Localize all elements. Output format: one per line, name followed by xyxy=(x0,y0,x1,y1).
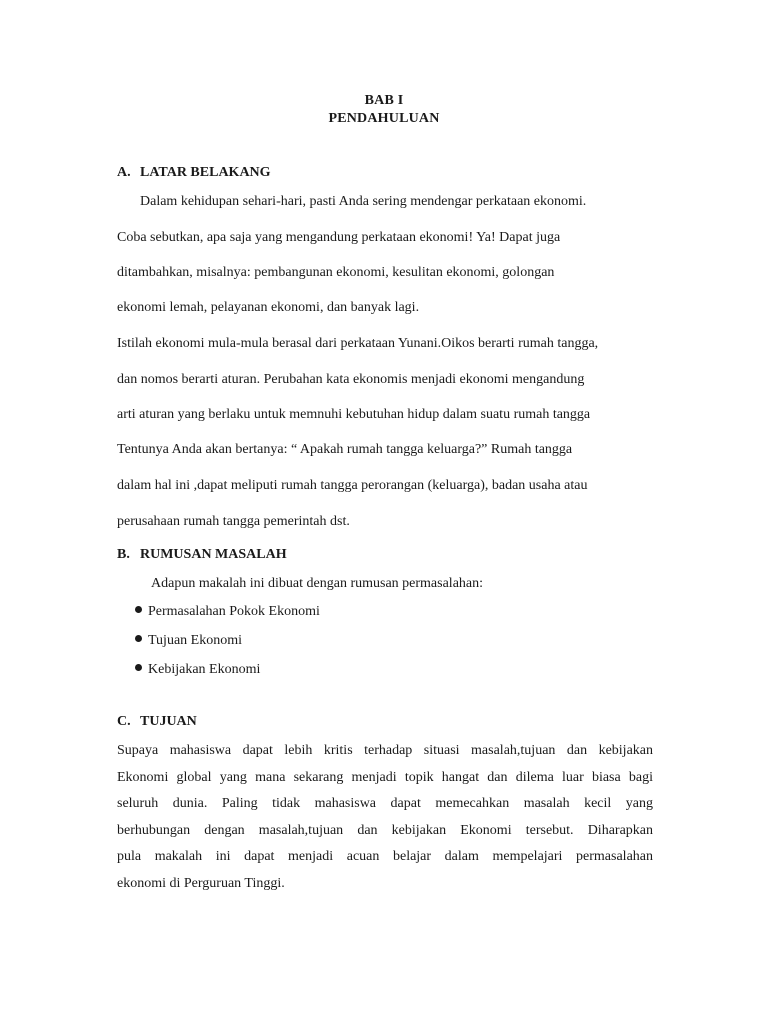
list-item: Tujuan Ekonomi xyxy=(135,632,242,650)
paragraph-line: perusahaan rumah tangga pemerintah dst. xyxy=(117,514,350,529)
list-item: Kebijakan Ekonomi xyxy=(135,661,260,679)
paragraph-line: berhubungan dengan masalah,tujuan dan kebijakan Ekonomi tersebut. Diharapkan xyxy=(117,823,653,838)
paragraph-line: arti aturan yang berlaku untuk memnuhi kebutuhan hidup dalam suatu rumah tangga xyxy=(117,407,591,422)
section-a-title: LATAR BELAKANG xyxy=(140,165,271,180)
paragraph-line: dalam hal ini ,dapat meliputi rumah tangga perorangan (keluarga), badan usaha atau xyxy=(117,478,588,493)
paragraph-line: seluruh dunia. Paling tidak mahasiswa dapat memecahkan masalah kecil yang xyxy=(117,796,653,811)
paragraph-line: dan nomos berarti aturan. Perubahan kata ekonomis menjadi ekonomi mengandung xyxy=(117,372,585,387)
paragraph-line: Dalam kehidupan sehari-hari, pasti Anda sering mendengar perkataan ekonomi. xyxy=(140,194,587,209)
bullet-icon xyxy=(135,635,142,642)
section-b-title: RUMUSAN MASALAH xyxy=(140,547,287,562)
chapter-number: BAB I xyxy=(364,93,404,108)
paragraph-line: Tentunya Anda akan bertanya: “ Apakah rumah tangga keluarga?” Rumah tangga xyxy=(117,442,573,457)
paragraph-line: ekonomi lemah, pelayanan ekonomi, dan banyak lagi. xyxy=(117,300,420,315)
section-b-heading xyxy=(117,547,287,563)
section-b-intro: Adapun makalah ini dibuat dengan rumusan permasalahan: xyxy=(151,576,484,591)
paragraph-line: ditambahkan, misalnya: pembangunan ekonomi, kesulitan ekonomi, golongan xyxy=(117,265,555,280)
paragraph-line: Coba sebutkan, apa saja yang mengandung perkataan ekonomi! Ya! Dapat juga xyxy=(117,230,561,245)
bullet-icon xyxy=(135,606,142,613)
paragraph-line: Ekonomi global yang mana sekarang menjadi topik hangat dan dilema luar biasa bagi xyxy=(117,770,653,785)
paragraph-line: Istilah ekonomi mula-mula berasal dari perkataan Yunani.Oikos berarti rumah tangga, xyxy=(117,336,599,351)
list-item: Permasalahan Pokok Ekonomi xyxy=(135,603,320,621)
paragraph-line: pula makalah ini dapat menjadi acuan belajar dalam mempelajari permasalahan xyxy=(117,849,653,864)
section-b-number: B. xyxy=(117,547,130,562)
section-c-heading xyxy=(117,714,197,730)
section-a-number: A. xyxy=(117,165,131,180)
section-c-title: TUJUAN xyxy=(140,714,197,729)
section-a-heading xyxy=(117,165,271,181)
paragraph-line: ekonomi di Perguruan Tinggi. xyxy=(117,876,285,891)
section-c-number: C. xyxy=(117,714,131,729)
paragraph-line: Supaya mahasiswa dapat lebih kritis terhadap situasi masalah,tujuan dan kebijakan xyxy=(117,743,653,758)
chapter-title: PENDAHULUAN xyxy=(328,111,440,126)
bullet-icon xyxy=(135,664,142,671)
